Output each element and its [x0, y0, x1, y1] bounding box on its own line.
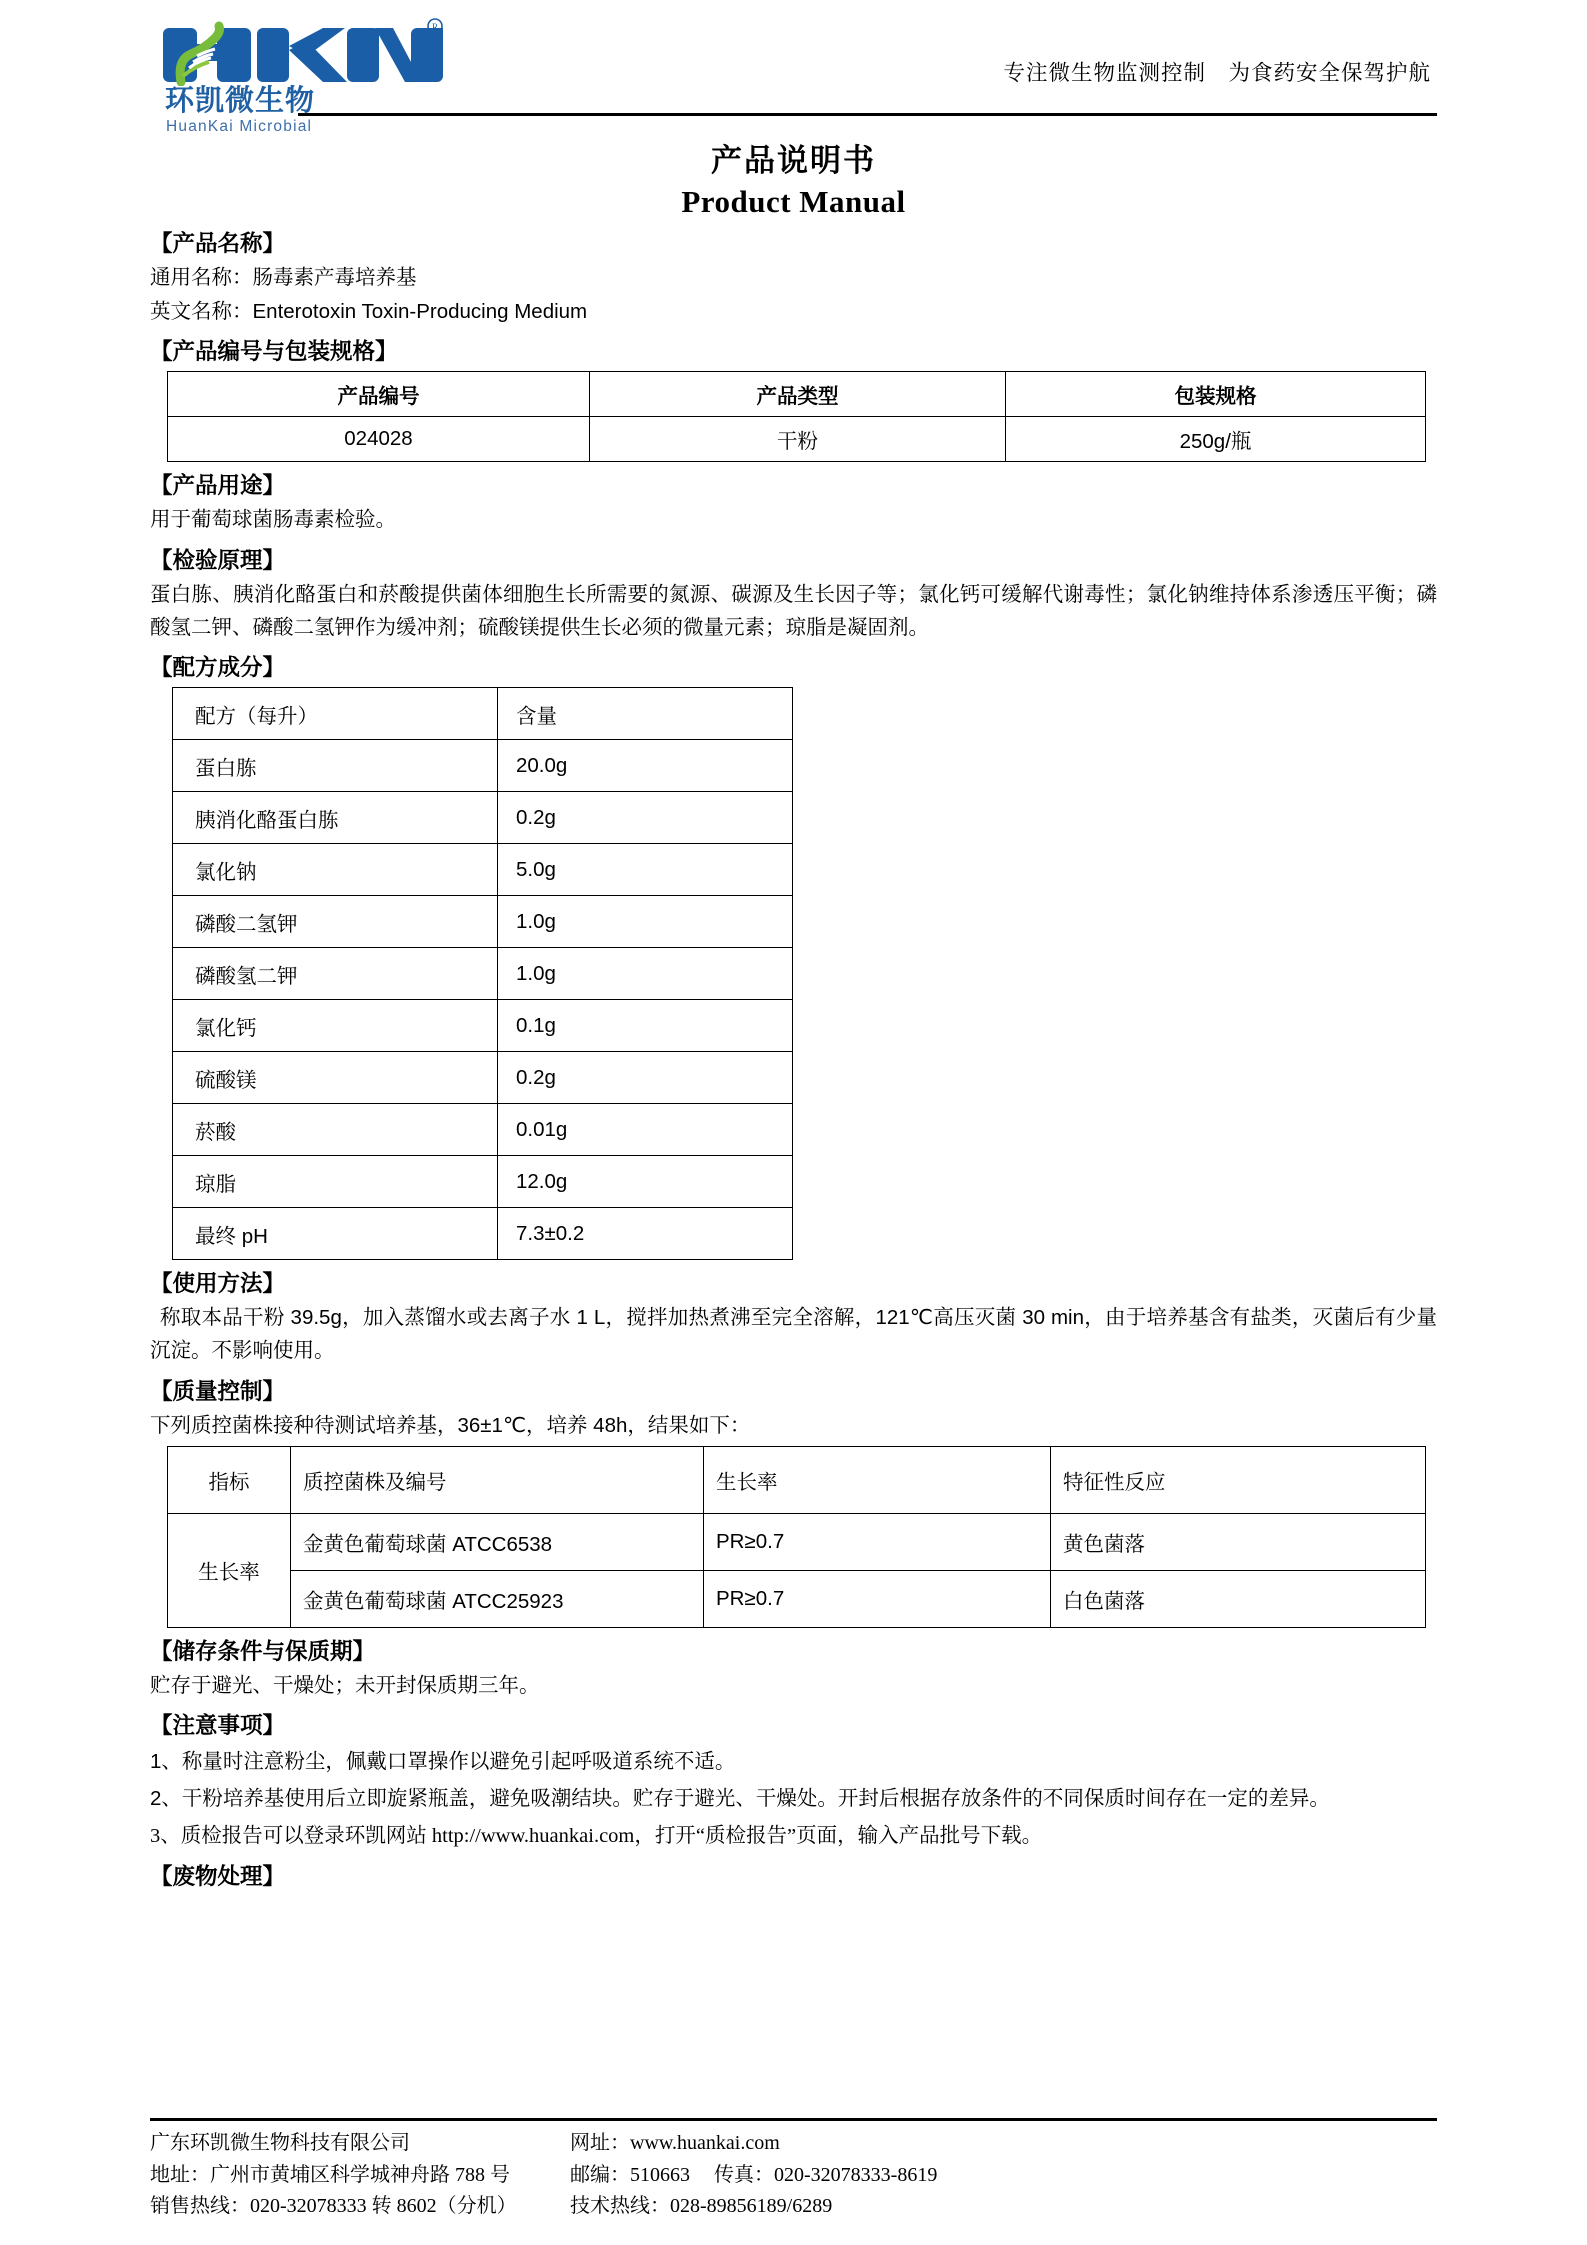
spec-col-product-number: 产品编号 — [168, 372, 590, 417]
formula-ingredient-name: 磷酸二氢钾 — [173, 896, 498, 948]
formula-table — [172, 687, 793, 1260]
qc-strain: 金黄色葡萄球菌 ATCC6538 — [291, 1513, 704, 1570]
precaution-item-1: 1、称量时注意粉尘，佩戴口罩操作以避免引起呼吸道系统不适。 — [150, 1750, 736, 1774]
page-header — [150, 0, 1437, 140]
storage-text: 贮存于避光、干燥处；未开封保质期三年。 — [150, 1673, 540, 1697]
table-row-header — [168, 1446, 1426, 1513]
footer-address: 地址：广州市黄埔区科学城神舟路 788 号 — [150, 2163, 510, 2186]
footer-right-column — [570, 2128, 1437, 2223]
formula-ingredient-name: 磷酸氢二钾 — [173, 948, 498, 1000]
section-heading-product-name: 【产品名称】 — [150, 230, 286, 256]
table-row-header — [168, 372, 1426, 417]
formula-final-ph-value: 7.3±0.2 — [498, 1208, 793, 1260]
footer-postcode-fax — [570, 2160, 1437, 2192]
table-row — [173, 844, 793, 896]
table-row — [173, 1208, 793, 1260]
footer-tech-hotline: 技术热线：028-89856189/6289 — [570, 2195, 833, 2218]
header-divider — [298, 113, 1437, 116]
spec-col-package-size: 包装规格 — [1006, 372, 1426, 417]
qc-col-characteristic-reaction: 特征性反应 — [1051, 1446, 1426, 1513]
table-row — [173, 948, 793, 1000]
product-common-name: 通用名称：肠毒素产毒培养基 — [150, 265, 417, 289]
section-heading-quality-control: 【质量控制】 — [150, 1378, 286, 1404]
footer-columns — [150, 2128, 1437, 2223]
table-row — [173, 1000, 793, 1052]
footer-sales-hotline: 销售热线：020-32078333 转 8602（分机） — [150, 2195, 517, 2218]
section-heading-purpose: 【产品用途】 — [150, 473, 286, 499]
spec-col-product-type: 产品类型 — [590, 372, 1006, 417]
section-heading-precautions: 【注意事项】 — [150, 1713, 286, 1739]
formula-ingredient-amount: 0.1g — [498, 1000, 793, 1052]
footer-website: 网址：www.huankai.com — [570, 2132, 780, 2155]
formula-ingredient-amount: 1.0g — [498, 948, 793, 1000]
page-title-en: Product Manual — [681, 183, 906, 219]
qc-col-indicator: 指标 — [168, 1446, 291, 1513]
section-heading-spec: 【产品编号与包装规格】 — [150, 339, 398, 365]
formula-ingredient-amount: 1.0g — [498, 896, 793, 948]
hkm-letters-icon — [163, 18, 443, 86]
company-logo — [163, 18, 453, 140]
formula-ingredient-name: 氯化钙 — [173, 1000, 498, 1052]
footer-left-column — [150, 2128, 570, 2223]
formula-ingredient-name: 菸酸 — [173, 1104, 498, 1156]
formula-ingredient-amount: 0.01g — [498, 1104, 793, 1156]
logo-company-name-en: HuanKai Microbial — [166, 118, 313, 135]
qc-reaction: 白色菌落 — [1051, 1570, 1426, 1627]
quality-control-table — [167, 1446, 1426, 1628]
svg-text:R: R — [431, 22, 439, 32]
table-row — [173, 1156, 793, 1208]
section-heading-principle: 【检验原理】 — [150, 547, 286, 573]
footer-divider — [150, 2118, 1437, 2121]
formula-col-amount: 含量 — [498, 688, 793, 740]
table-row — [168, 1570, 1426, 1627]
hkm-logo-mark — [163, 18, 443, 86]
section-heading-method: 【使用方法】 — [150, 1271, 286, 1297]
footer-company-name: 广东环凯微生物科技有限公司 — [150, 2132, 410, 2155]
spec-value-product-type: 干粉 — [590, 417, 1006, 462]
table-row — [173, 1052, 793, 1104]
qc-strain: 金黄色葡萄球菌 ATCC25923 — [291, 1570, 704, 1627]
formula-ingredient-name: 蛋白胨 — [173, 740, 498, 792]
qc-col-strain: 质控菌株及编号 — [291, 1446, 704, 1513]
precaution-item-3: 3、质检报告可以登录环凯网站 http://www.huankai.com，打开“质检报告”页面，输入产品批号下载。 — [150, 1824, 1043, 1847]
section-heading-formula: 【配方成分】 — [150, 655, 286, 681]
footer-postcode: 邮编：510663 — [570, 2163, 690, 2186]
formula-ingredient-amount: 0.2g — [498, 1052, 793, 1104]
quality-control-intro: 下列质控菌株接种待测试培养基，36±1℃，培养 48h，结果如下： — [150, 1413, 751, 1437]
header-slogan: 专注微生物监测控制 为食药安全保驾护航 — [1003, 61, 1431, 85]
formula-ingredient-name: 胰消化酪蛋白胨 — [173, 792, 498, 844]
spec-table — [167, 371, 1426, 462]
formula-ingredient-amount: 5.0g — [498, 844, 793, 896]
table-row-header — [173, 688, 793, 740]
page-footer — [150, 2118, 1437, 2223]
formula-ingredient-amount: 20.0g — [498, 740, 793, 792]
spec-value-package-size: 250g/瓶 — [1006, 417, 1426, 462]
table-row — [173, 740, 793, 792]
product-english-name: 英文名称：Enterotoxin Toxin-Producing Medium — [150, 300, 588, 324]
formula-ingredient-name: 琼脂 — [173, 1156, 498, 1208]
table-row — [173, 792, 793, 844]
table-row — [168, 417, 1426, 462]
formula-ingredient-name: 硫酸镁 — [173, 1052, 498, 1104]
footer-fax: 传真：020-32078333-8619 — [714, 2163, 938, 2186]
formula-col-name: 配方（每升） — [173, 688, 498, 740]
purpose-text: 用于葡萄球菌肠毒素检验。 — [150, 508, 396, 532]
formula-final-ph-label: 最终 pH — [173, 1208, 498, 1260]
page-title-cn: 产品说明书 — [711, 143, 876, 178]
principle-text: 蛋白胨、胰消化酪蛋白和菸酸提供菌体细胞生长所需要的氮源、碳源及生长因子等；氯化钙可缓解代谢毒性；氯化钠维持体系渗透压平衡；磷酸氢二钾、磷酸二氢钾作为缓冲剂；硫酸镁提供生长必须的微量元素；琼脂是凝固剂。 — [150, 582, 1437, 639]
method-text: 称取本品干粉 39.5g，加入蒸馏水或去离子水 1 L，搅拌加热煮沸至完全溶解，121℃高压灭菌 30 min，由于培养基含有盐类，灭菌后有少量沉淀。不影响使用。 — [150, 1306, 1437, 1363]
qc-growth-rate: PR≥0.7 — [704, 1513, 1051, 1570]
table-row — [173, 1104, 793, 1156]
table-row — [173, 896, 793, 948]
section-heading-storage: 【储存条件与保质期】 — [150, 1638, 376, 1664]
qc-group-label-growth-rate: 生长率 — [168, 1513, 291, 1627]
formula-ingredient-amount: 0.2g — [498, 792, 793, 844]
logo-company-name-cn: 环凯微生物 — [165, 85, 316, 117]
qc-reaction: 黄色菌落 — [1051, 1513, 1426, 1570]
precaution-item-2: 2、干粉培养基使用后立即旋紧瓶盖，避免吸潮结块。贮存于避光、干燥处。开封后根据存放条件的不同保质时间存在一定的差异。 — [150, 1787, 1330, 1811]
spec-value-product-number: 024028 — [168, 417, 590, 462]
formula-ingredient-amount: 12.0g — [498, 1156, 793, 1208]
qc-growth-rate: PR≥0.7 — [704, 1570, 1051, 1627]
formula-ingredient-name: 氯化钠 — [173, 844, 498, 896]
section-heading-waste: 【废物处理】 — [150, 1863, 286, 1889]
qc-col-growth-rate: 生长率 — [704, 1446, 1051, 1513]
table-row — [168, 1513, 1426, 1570]
